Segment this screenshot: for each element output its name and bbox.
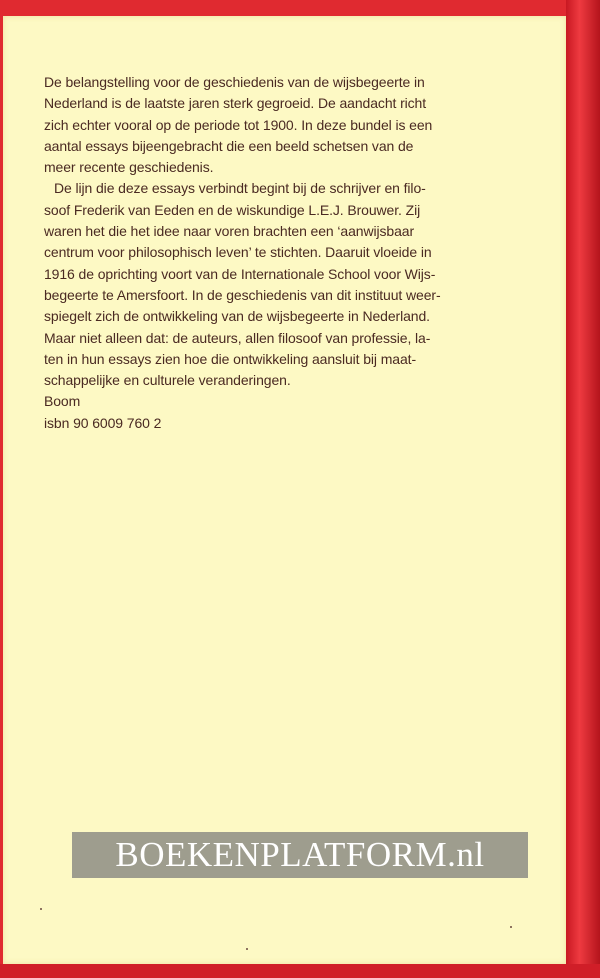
blurb-paragraph-1 (44, 72, 514, 178)
text-line: De belangstelling voor de geschiedenis van de wijsbegeerte in (44, 74, 425, 90)
text-line: spiegelt zich de ontwikkeling van de wijsbegeerte in Nederland. (44, 308, 430, 325)
text-line: Nederland is de laatste jaren sterk gegroeid. De aandacht richt (44, 95, 427, 112)
text-line: meer recente geschiedenis. (44, 159, 214, 176)
text-line: aantal essays bijeengebracht die een beeld schetsen van de (44, 137, 414, 154)
publisher-block (44, 391, 514, 434)
text-line: schappelijke en culturele veranderingen. (44, 372, 291, 389)
isbn-number: isbn 90 6009 760 2 (44, 414, 162, 431)
watermark-banner: BOEKENPLATFORM.nl (72, 832, 528, 878)
speck-mark (40, 908, 42, 910)
text-line: De lijn die deze essays verbindt begint bij de schrijver en filo- (54, 180, 426, 197)
text-line: waren het die het idee naar voren brachten een ‘aanwijsbaar (44, 223, 415, 240)
text-line: begeerte te Amersfoort. In de geschiedenis van dit instituut weer- (44, 286, 441, 303)
speck-mark (510, 926, 512, 928)
text-line: 1916 de oprichting voort van de Internationale School voor Wijs- (44, 265, 436, 282)
publisher-name: Boom (44, 393, 81, 410)
speck-mark (246, 948, 248, 950)
blurb-paragraph-2 (44, 178, 514, 391)
blurb-text (44, 72, 514, 434)
text-line: soof Frederik van Eeden en de wiskundige L.E.J. Brouwer. Zij (44, 201, 421, 218)
text-line: zich echter vooral op de periode tot 1900. In deze bundel is een (44, 116, 433, 133)
text-line: centrum voor philosophisch leven’ te stichten. Daaruit vloeide in (44, 244, 432, 261)
red-bottom-edge (0, 964, 600, 978)
red-frame-edge (566, 0, 600, 978)
text-line: Maar niet alleen dat: de auteurs, allen filosoof van professie, la- (44, 329, 431, 346)
text-line: ten in hun essays zien hoe die ontwikkeling aansluit bij maat- (44, 350, 417, 367)
